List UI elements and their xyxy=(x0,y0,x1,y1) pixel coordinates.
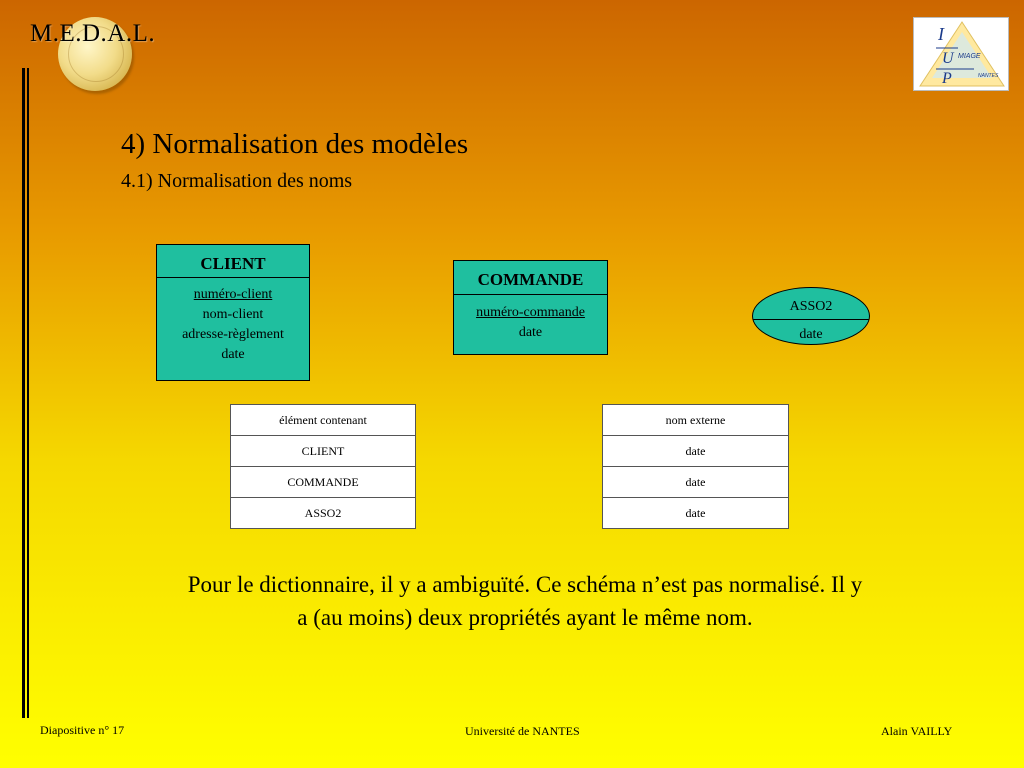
logo-word-nantes: NANTES xyxy=(978,73,999,79)
entity-client xyxy=(156,244,310,381)
explanation-paragraph: Pour le dictionnaire, il y a ambiguïté. Ce schéma n’est pas normalisé. Il y a (au moins) deux propriétés ayant le même nom. xyxy=(187,572,863,630)
entity-commande-name: COMMANDE xyxy=(454,261,607,295)
slide-subtitle: 4.1) Normalisation des noms xyxy=(121,170,353,192)
table-cell: CLIENT xyxy=(231,436,416,467)
table-row xyxy=(231,467,416,498)
table-row xyxy=(603,467,789,498)
table-header-cell: nom externe xyxy=(603,405,789,436)
entity-commande xyxy=(453,260,608,355)
entity-commande-attribute: date xyxy=(518,325,543,340)
brand-title: M.E.D.A.L. xyxy=(30,20,156,47)
entity-client-attribute: adresse-règlement xyxy=(182,327,284,342)
logo-letter-u: U xyxy=(942,50,954,67)
container-table xyxy=(230,404,416,529)
table-cell: date xyxy=(603,467,789,498)
iup-logo-graphic xyxy=(914,18,1008,90)
table-header-row xyxy=(231,405,416,436)
entity-commande-identifier: numéro-commande xyxy=(476,305,585,320)
left-vertical-rule-secondary xyxy=(27,68,29,718)
table-row xyxy=(603,498,789,529)
table-header-row xyxy=(603,405,789,436)
logo-word-miage: MIAGE xyxy=(958,53,981,60)
footer-author: Alain VAILLY xyxy=(881,724,953,738)
table-row xyxy=(603,436,789,467)
entity-client-name: CLIENT xyxy=(157,245,309,278)
table-header-cell: élément contenant xyxy=(231,405,416,436)
table-cell: COMMANDE xyxy=(231,467,416,498)
table-row xyxy=(231,436,416,467)
iup-miage-logo xyxy=(913,17,1009,91)
association-divider xyxy=(753,319,869,320)
left-vertical-rule xyxy=(22,68,25,718)
slide-title: 4) Normalisation des modèles xyxy=(121,128,469,160)
table-row xyxy=(231,498,416,529)
footer-slide-number: Diapositive n° 17 xyxy=(40,723,125,737)
association-asso2-name: ASSO2 xyxy=(789,299,833,314)
entity-client-identifier: numéro-client xyxy=(193,287,273,302)
table-cell: date xyxy=(603,498,789,529)
footer-university: Université de NANTES xyxy=(465,724,580,738)
entity-commande-attributes xyxy=(454,295,607,343)
table-cell: date xyxy=(603,436,789,467)
external-name-table xyxy=(602,404,789,529)
entity-client-attributes xyxy=(157,278,309,365)
entity-client-attribute: nom-client xyxy=(202,307,264,322)
table-cell: ASSO2 xyxy=(231,498,416,529)
association-asso2 xyxy=(752,287,870,345)
logo-letter-i: I xyxy=(938,24,944,44)
association-asso2-attribute: date xyxy=(799,327,823,342)
entity-client-attribute: date xyxy=(221,347,245,362)
logo-letter-p: P xyxy=(942,70,952,87)
